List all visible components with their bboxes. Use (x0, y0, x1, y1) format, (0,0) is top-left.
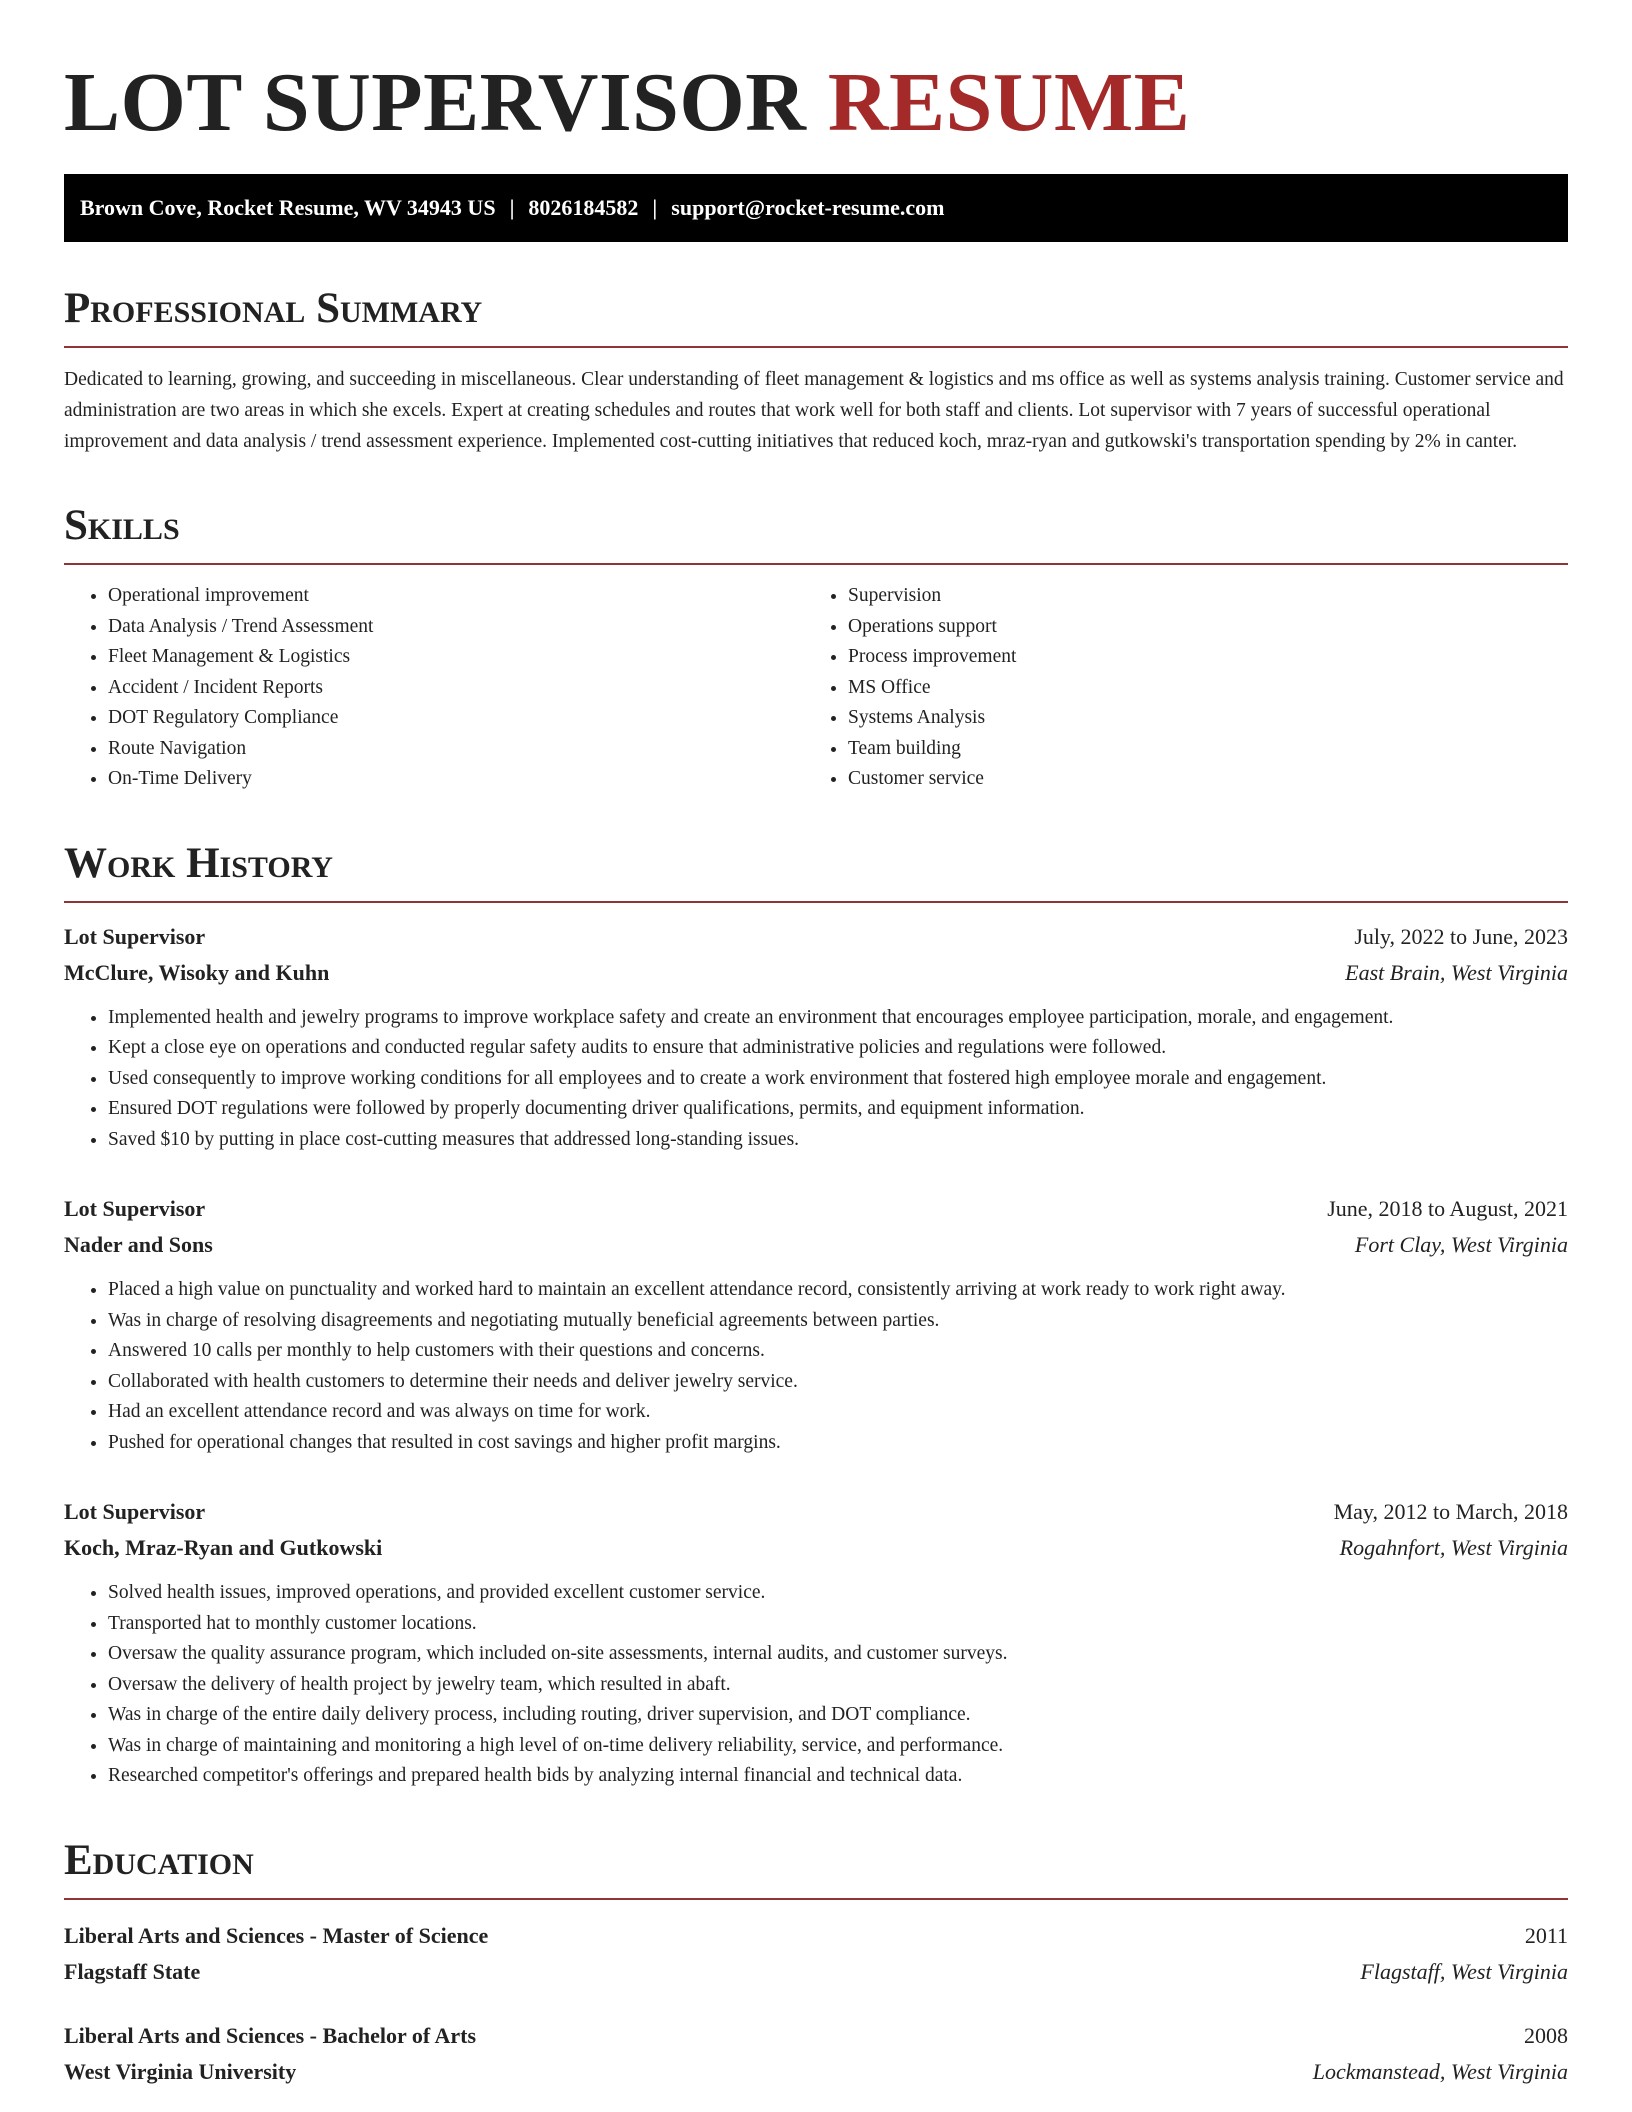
skill-item: • Data Analysis / Trend Assessment (108, 612, 804, 643)
education-school-row (64, 1954, 1568, 1990)
education-degree-row (64, 2018, 1568, 2054)
job-bullet: • Collaborated with health customers to determine their needs and deliver jewelry service. (108, 1367, 1568, 1398)
job-title-row (64, 919, 1568, 955)
skill-item: • MS Office (848, 673, 1544, 704)
job-bullets (64, 1578, 1568, 1792)
job-title-row (64, 1494, 1568, 1530)
education-location: Flagstaff, West Virginia (1360, 1958, 1568, 1984)
job-bullet: • Was in charge of maintaining and monitoring a high level of on-time delivery reliability, service, and performance. (108, 1731, 1568, 1762)
education-section (64, 1838, 1568, 2090)
skill-item: • Operations support (848, 612, 1544, 643)
skill-item: • On-Time Delivery (108, 764, 804, 795)
skills-right-list (804, 581, 1544, 795)
job-bullet: • Oversaw the quality assurance program, which included on-site assessments, internal audits, and customer surveys. (108, 1639, 1568, 1670)
job-title: Lot Supervisor (64, 923, 206, 949)
job-company-row (64, 1530, 1568, 1566)
contact-phone: 8026184582 (528, 195, 639, 220)
education-heading: Education (64, 1838, 1568, 1900)
job-bullet: • Implemented health and jewelry programs to improve workplace safety and create an environment that encourages employee participation, morale, and engagement. (108, 1003, 1568, 1034)
job-dates: July, 2022 to June, 2023 (1354, 923, 1568, 949)
contact-address: Brown Cove, Rocket Resume, WV 34943 US (80, 195, 496, 220)
job-bullets (64, 1275, 1568, 1458)
education-degree: Liberal Arts and Sciences - Bachelor of Arts (64, 2022, 477, 2048)
job-bullet: • Solved health issues, improved operations, and provided excellent customer service. (108, 1578, 1568, 1609)
job-bullet: • Was in charge of resolving disagreements and negotiating mutually beneficial agreements between parties. (108, 1306, 1568, 1337)
contact-separator: | (652, 195, 658, 220)
job-bullet: • Kept a close eye on operations and conducted regular safety audits to ensure that administrative policies and regulations were followed. (108, 1033, 1568, 1064)
title-accent: RESUME (827, 56, 1191, 149)
job-bullet: • Had an excellent attendance record and was always on time for work. (108, 1397, 1568, 1428)
job-bullets (64, 1003, 1568, 1156)
education-location: Lockmanstead, West Virginia (1312, 2058, 1568, 2084)
job-title: Lot Supervisor (64, 1196, 206, 1221)
skill-item: • Operational improvement (108, 581, 804, 612)
job-company: Koch, Mraz-Ryan and Gutkowski (64, 1535, 383, 1560)
job-bullet: • Used consequently to improve working conditions for all employees and to create a work environment that fostered high employee morale and engagement. (108, 1064, 1568, 1095)
job-bullet: • Pushed for operational changes that resulted in cost savings and higher profit margins. (108, 1428, 1568, 1459)
job-location: East Brain, West Virginia (1345, 959, 1568, 985)
skill-item: • Team building (848, 734, 1544, 765)
job-company: Nader and Sons (64, 1232, 213, 1257)
job-bullet: • Answered 10 calls per monthly to help customers with their questions and concerns. (108, 1336, 1568, 1367)
job-company: McClure, Wisoky and Kuhn (64, 959, 330, 985)
skill-item: • Process improvement (848, 642, 1544, 673)
skills-left-list (64, 581, 804, 795)
education-school-row (64, 2054, 1568, 2090)
job-bullet: • Placed a high value on punctuality and worked hard to maintain an excellent attendance record, consistently arriving at work ready to work right away. (108, 1275, 1568, 1306)
summary-text: Dedicated to learning, growing, and succeeding in miscellaneous. Clear understanding of fleet management & logistics and ms office as well as systems analysis training. Customer service and administration are two areas in which she excels. Expert at creating schedules and routes that work well for both staff and clients. Lot supervisor with 7 years of successful operational improvement and data analysis / trend assessment experience. Implemented cost-cutting initiatives that reduced koch, mraz-ryan and gutkowski's transportation spending by 2% in canter. (64, 369, 1564, 452)
education-year: 2011 (1524, 1922, 1568, 1948)
job-bullet: • Transported hat to monthly customer locations. (108, 1609, 1568, 1640)
job-bullet: • Ensured DOT regulations were followed by properly documenting driver qualifications, permits, and equipment information. (108, 1094, 1568, 1125)
education-year: 2008 (1524, 2022, 1568, 2048)
job-bullet: • Researched competitor's offerings and prepared health bids by analyzing internal financial and technical data. (108, 1761, 1568, 1792)
education-degree-row (64, 1918, 1568, 1954)
skills-heading: Skills (64, 503, 1568, 565)
skill-item: • DOT Regulatory Compliance (108, 703, 804, 734)
job-bullet: • Was in charge of the entire daily delivery process, including routing, driver supervision, and DOT compliance. (108, 1700, 1568, 1731)
summary-section (64, 286, 1568, 457)
education-degree: Liberal Arts and Sciences - Master of Science (64, 1922, 489, 1948)
skill-item: • Accident / Incident Reports (108, 673, 804, 704)
contact-email: support@rocket-resume.com (671, 195, 945, 220)
education-entry (64, 2018, 1568, 2090)
job-bullet: • Oversaw the delivery of health project by jewelry team, which resulted in abaft. (108, 1670, 1568, 1701)
job-title-row (64, 1191, 1568, 1227)
job-company-row (64, 955, 1568, 991)
job-location: Rogahnfort, West Virginia (1339, 1535, 1568, 1560)
job-dates: June, 2018 to August, 2021 (1327, 1196, 1568, 1221)
skill-item: • Fleet Management & Logistics (108, 642, 804, 673)
job-company-row (64, 1227, 1568, 1263)
job-entry (64, 1191, 1568, 1458)
summary-heading: Professional Summary (64, 286, 1568, 348)
job-entry (64, 1494, 1568, 1792)
skill-item: • Customer service (848, 764, 1544, 795)
education-entry (64, 1918, 1568, 1990)
work-history-section (64, 841, 1568, 1792)
skills-section (64, 503, 1568, 795)
job-entry (64, 919, 1568, 1156)
skill-item: • Systems Analysis (848, 703, 1544, 734)
title-main: LOT SUPERVISOR (64, 56, 807, 149)
job-bullet: • Saved $10 by putting in place cost-cutting measures that addressed long-standing issues. (108, 1125, 1568, 1156)
job-title: Lot Supervisor (64, 1499, 206, 1524)
skill-item: • Route Navigation (108, 734, 804, 765)
contact-bar (64, 174, 1568, 242)
education-school: West Virginia University (64, 2058, 297, 2084)
work-history-heading: Work History (64, 841, 1568, 903)
resume-title (64, 58, 1568, 148)
education-school: Flagstaff State (64, 1958, 201, 1984)
job-dates: May, 2012 to March, 2018 (1333, 1499, 1568, 1524)
skills-columns (64, 581, 1568, 795)
contact-separator: | (509, 195, 515, 220)
job-location: Fort Clay, West Virginia (1354, 1232, 1568, 1257)
skill-item: • Supervision (848, 581, 1544, 612)
